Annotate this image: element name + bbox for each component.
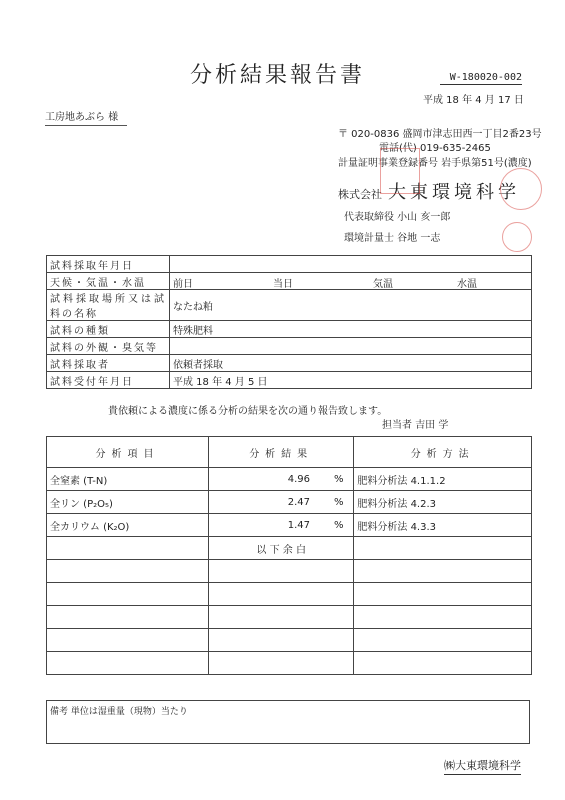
result-value-cell	[209, 468, 354, 491]
company-seal-stamp	[380, 148, 420, 194]
result-value: 2.47	[287, 496, 310, 508]
environmental-measurer: 環境計量士 谷地 一志	[344, 233, 441, 244]
sample-info-row	[47, 372, 532, 389]
sample-info-value: 特殊肥料	[170, 321, 532, 338]
blank-cell	[354, 652, 532, 675]
blank-cell	[47, 606, 209, 629]
result-value: 1.47	[287, 519, 310, 531]
report-title: 分析結果報告書	[190, 63, 366, 88]
sample-info-label: 試料の外観・臭気等	[47, 338, 170, 355]
result-item: 全窒素 (T-N)	[47, 468, 209, 491]
sample-info-table	[46, 255, 532, 389]
blank-row	[47, 537, 532, 560]
header-item: 分析項目	[47, 437, 209, 468]
header-result: 分析結果	[209, 437, 354, 468]
blank-cell	[47, 583, 209, 606]
sample-info-value: 平成 18 年 4 月 5 日	[170, 372, 532, 389]
results-header-row	[47, 437, 532, 468]
blank-cell	[354, 537, 532, 560]
sample-info-value: 依頼者採取	[170, 355, 532, 372]
sample-info-row	[47, 256, 532, 273]
sample-info-label: 試料の種類	[47, 321, 170, 338]
blank-cell	[209, 629, 354, 652]
blank-cell	[209, 606, 354, 629]
remarks-box: 備考 単位は湿重量（現物）当たり	[46, 700, 530, 744]
weather-field-label: 水温	[457, 279, 477, 290]
issuer-address: 〒 020-0836 盛岡市津志田西一丁目2番23号	[338, 129, 542, 140]
header-method: 分析方法	[354, 437, 532, 468]
company-round-seal-stamp	[500, 168, 542, 210]
weather-field-label: 気温	[373, 279, 393, 290]
blank-cell	[47, 652, 209, 675]
result-unit: %	[334, 473, 344, 485]
blank-cell	[354, 560, 532, 583]
result-method: 肥料分析法 4.3.3	[354, 514, 532, 537]
sample-info-label: 試料受付年月日	[47, 372, 170, 389]
blank-row	[47, 560, 532, 583]
result-value: 4.96	[287, 473, 310, 485]
result-unit: %	[334, 496, 344, 508]
blank-row	[47, 652, 532, 675]
document-number: W-180020-002	[440, 72, 522, 85]
result-item: 全カリウム (K₂O)	[47, 514, 209, 537]
blank-cell	[209, 560, 354, 583]
sample-info-label: 天候・気温・水温	[47, 273, 170, 290]
blank-row	[47, 583, 532, 606]
blank-cell	[47, 560, 209, 583]
report-date: 平成 18 年 4 月 17 日	[423, 95, 524, 106]
addressee: 工房地あぶら 様	[45, 108, 127, 126]
weather-field-label: 前日	[173, 279, 193, 290]
sample-info-row	[47, 338, 532, 355]
result-value-cell	[209, 514, 354, 537]
company-prefix: 株式会社	[338, 188, 382, 201]
sample-info-value	[170, 256, 532, 273]
result-method: 肥料分析法 4.2.3	[354, 491, 532, 514]
blank-cell	[209, 652, 354, 675]
result-method: 肥料分析法 4.1.1.2	[354, 468, 532, 491]
intro-text: 貴依頼による濃度に係る分析の結果を次の通り報告致します。	[108, 406, 388, 417]
result-row	[47, 468, 532, 491]
result-item: 全リン (P₂O₅)	[47, 491, 209, 514]
sample-info-row	[47, 290, 532, 321]
blank-note: 以 下 余 白	[209, 537, 354, 560]
result-unit: %	[334, 519, 344, 531]
blank-cell	[47, 629, 209, 652]
sample-info-row	[47, 355, 532, 372]
registration-number: 計量証明事業登録番号 岩手県第51号(濃度)	[338, 158, 532, 169]
company-name: 大東環境科学	[388, 182, 520, 203]
sample-info-value	[170, 338, 532, 355]
footer-company: ㈱大東環境科学	[444, 757, 521, 775]
blank-cell	[354, 606, 532, 629]
sample-info-value	[170, 273, 532, 290]
blank-row	[47, 629, 532, 652]
sample-info-label: 試料採取者	[47, 355, 170, 372]
sample-info-value: なたね粕	[170, 290, 532, 321]
blank-cell	[354, 629, 532, 652]
blank-cell	[47, 537, 209, 560]
weather-field-label: 当日	[273, 279, 293, 290]
results-table	[46, 436, 532, 675]
sample-info-label: 試料採取場所又は試料の名称	[47, 290, 170, 321]
sample-info-row	[47, 321, 532, 338]
result-row	[47, 491, 532, 514]
sample-info-row	[47, 273, 532, 290]
representative: 代表取締役 小山 亥一郎	[344, 212, 451, 223]
result-row	[47, 514, 532, 537]
blank-cell	[354, 583, 532, 606]
blank-row	[47, 606, 532, 629]
result-value-cell	[209, 491, 354, 514]
measurer-seal-stamp	[502, 222, 532, 252]
responsible-person: 担当者 吉田 学	[382, 420, 449, 431]
blank-cell	[209, 583, 354, 606]
issuer-phone: 電話(代) 019-635-2465	[379, 143, 491, 154]
sample-info-label: 試料採取年月日	[47, 256, 170, 273]
issuer-company	[338, 178, 520, 204]
